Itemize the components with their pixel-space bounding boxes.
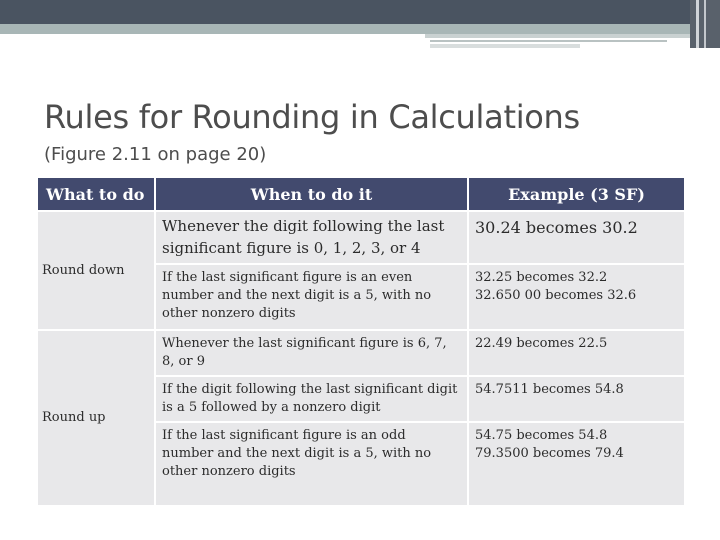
example-value: 22.49 becomes 22.5 [475, 336, 608, 351]
example-value: 54.7511 becomes 54.8 [475, 382, 624, 397]
header-when-to-do-it: When to do it [155, 177, 468, 211]
header-what-to-do: What to do [37, 177, 155, 211]
when-cell: If the last significant figure is an odd number and the next digit is a 5, with no other nonzero digits [155, 422, 468, 506]
table-row [37, 211, 685, 264]
top-accent-bar [0, 0, 720, 24]
example-value: 79.3500 becomes 79.4 [475, 446, 624, 461]
example-cell [468, 211, 685, 264]
rounding-rules-table [36, 176, 686, 507]
table-row [37, 330, 685, 376]
accent-stripe-thin [425, 34, 690, 38]
example-cell [468, 376, 685, 422]
action-round-up: Round up [37, 330, 155, 506]
when-cell: Whenever the digit following the last significant figure is 0, 1, 2, 3, or 4 [155, 211, 468, 264]
example-value: 32.25 becomes 32.2 [475, 270, 608, 285]
table-header-row [37, 177, 685, 211]
slide-title: Rules for Rounding in Calculations [44, 98, 580, 136]
when-cell: If the digit following the last significant digit is a 5 followed by a nonzero digit [155, 376, 468, 422]
example-cell [468, 422, 685, 506]
header-example: Example (3 SF) [468, 177, 685, 211]
example-value: 54.75 becomes 54.8 [475, 428, 608, 443]
action-round-down: Round down [37, 211, 155, 330]
accent-stripe-short [430, 44, 580, 48]
when-cell: Whenever the last significant figure is 6, 7, 8, or 9 [155, 330, 468, 376]
accent-stripe-line [430, 40, 667, 42]
top-right-accent-block [690, 0, 720, 48]
example-cell [468, 330, 685, 376]
example-cell [468, 264, 685, 330]
slide-subtitle: (Figure 2.11 on page 20) [44, 144, 267, 165]
example-value: 30.24 becomes 30.2 [475, 218, 638, 237]
when-cell: If the last significant figure is an even number and the next digit is a 5, with no other nonzero digits [155, 264, 468, 330]
example-value: 32.650 00 becomes 32.6 [475, 288, 637, 303]
accent-stripe [0, 24, 690, 34]
